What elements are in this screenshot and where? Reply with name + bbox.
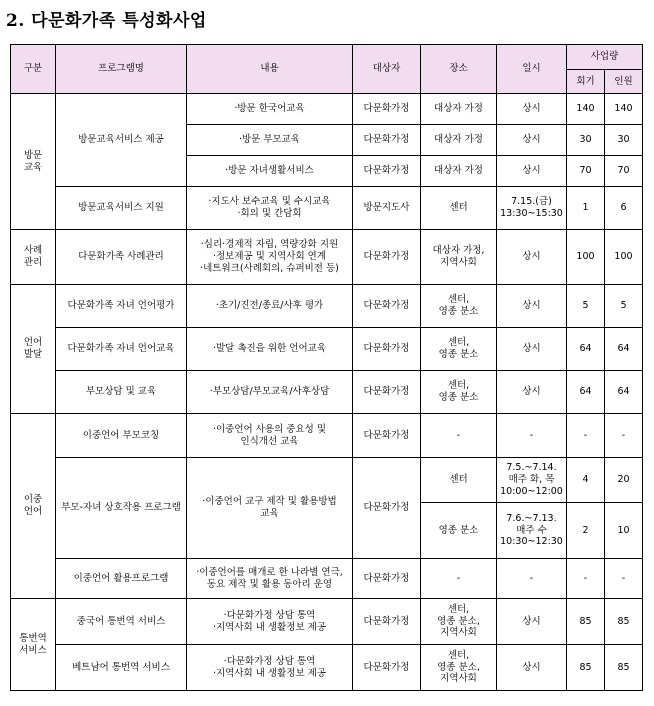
target-cell: 다문화가정 (353, 371, 421, 414)
date-cell: 7.5.~7.14. 매주 화, 목 10:00~12:00 (497, 458, 567, 503)
people-cell: 140 (605, 94, 643, 125)
place-cell: 센터, 영종 분소 (421, 328, 497, 371)
table-row (11, 599, 643, 645)
place-cell: 대상자 가정, 지역사회 (421, 230, 497, 285)
place-cell: 센터 (421, 187, 497, 230)
program-name: 이중언어 활용프로그램 (56, 559, 187, 599)
target-cell: 다문화가정 (353, 328, 421, 371)
content-cell: ·방문 자녀생활서비스 (187, 156, 353, 187)
content-cell: ·이중언어를 매개로 한 나라별 연극, 동요 제작 및 활용 동아리 운영 (187, 559, 353, 599)
program-name: 부모-자녀 상호작용 프로그램 (56, 458, 187, 559)
times-cell: - (567, 414, 605, 458)
times-cell: 5 (567, 285, 605, 328)
times-cell: 85 (567, 599, 605, 645)
people-cell: 100 (605, 230, 643, 285)
target-cell: 다문화가정 (353, 156, 421, 187)
target-cell: 다문화가정 (353, 230, 421, 285)
place-cell: 센터 (421, 458, 497, 503)
table-row (11, 230, 643, 285)
target-cell: 다문화가정 (353, 285, 421, 328)
content-cell: ·초기/진전/종료/사후 평가 (187, 285, 353, 328)
program-name: 다문화가족 사례관리 (56, 230, 187, 285)
people-cell: 70 (605, 156, 643, 187)
people-cell: 30 (605, 125, 643, 156)
table-row (11, 645, 643, 691)
people-cell: - (605, 414, 643, 458)
date-cell: 상시 (497, 599, 567, 645)
header-program: 프로그램명 (56, 45, 187, 94)
program-name: 다문화가족 자녀 언어교육 (56, 328, 187, 371)
date-cell: 상시 (497, 156, 567, 187)
times-cell: 4 (567, 458, 605, 503)
date-cell: 상시 (497, 230, 567, 285)
header-times: 회기 (567, 70, 605, 94)
date-cell: 7.6.~7.13. 매주 수 10:30~12:30 (497, 503, 567, 559)
header-row (11, 45, 643, 70)
category-interp: 통번역 서비스 (11, 599, 56, 691)
category-bilingual: 이중 언어 (11, 414, 56, 599)
times-cell: 85 (567, 645, 605, 691)
place-cell: 센터, 영종 분소 (421, 285, 497, 328)
content-cell: ·발달 촉진을 위한 언어교육 (187, 328, 353, 371)
content-cell: ·이중언어 교구 제작 및 활용방법 교육 (187, 458, 353, 559)
place-cell: 센터, 영종 분소, 지역사회 (421, 645, 497, 691)
content-cell: ·이중언어 사용의 중요성 및 인식개선 교육 (187, 414, 353, 458)
people-cell: 5 (605, 285, 643, 328)
times-cell: 64 (567, 328, 605, 371)
page-title: 2. 다문화가족 특성화사업 (6, 11, 207, 31)
table-row (11, 187, 643, 230)
target-cell: 다문화가정 (353, 458, 421, 559)
date-cell: 상시 (497, 645, 567, 691)
content-cell: ·방문 한국어교육 (187, 94, 353, 125)
date-cell: 7.15.(금) 13:30~15:30 (497, 187, 567, 230)
program-name: 방문교육서비스 지원 (56, 187, 187, 230)
program-name: 베트남어 통번역 서비스 (56, 645, 187, 691)
header-date: 일시 (497, 45, 567, 94)
times-cell: - (567, 559, 605, 599)
header-people: 인원 (605, 70, 643, 94)
header-volume: 사업량 (567, 45, 643, 70)
date-cell: - (497, 559, 567, 599)
program-name: 중국어 통번역 서비스 (56, 599, 187, 645)
place-cell: - (421, 559, 497, 599)
table-row (11, 458, 643, 503)
program-name: 부모상담 및 교육 (56, 371, 187, 414)
target-cell: 다문화가정 (353, 645, 421, 691)
content-cell: ·심리·경제적 자립, 역량강화 지원 ·정보제공 및 지역사회 연계 ·네트워크(사례회의, 슈퍼비전 등) (187, 230, 353, 285)
people-cell: 64 (605, 328, 643, 371)
target-cell: 방문지도사 (353, 187, 421, 230)
times-cell: 70 (567, 156, 605, 187)
table-row (11, 414, 643, 458)
date-cell: 상시 (497, 371, 567, 414)
program-name: 다문화가족 자녀 언어평가 (56, 285, 187, 328)
place-cell: 영종 분소 (421, 503, 497, 559)
table-row (11, 328, 643, 371)
times-cell: 64 (567, 371, 605, 414)
table-row (11, 94, 643, 125)
table-row (11, 371, 643, 414)
date-cell: 상시 (497, 328, 567, 371)
target-cell: 다문화가정 (353, 559, 421, 599)
people-cell: 10 (605, 503, 643, 559)
place-cell: 센터, 영종 분소 (421, 371, 497, 414)
header-content: 내용 (187, 45, 353, 94)
program-name: 이중언어 부모코칭 (56, 414, 187, 458)
times-cell: 30 (567, 125, 605, 156)
content-cell: ·다문화가정 상담 통역 ·지역사회 내 생활정보 제공 (187, 599, 353, 645)
times-cell: 140 (567, 94, 605, 125)
category-case: 사례 관리 (11, 230, 56, 285)
people-cell: 64 (605, 371, 643, 414)
header-target: 대상자 (353, 45, 421, 94)
target-cell: 다문화가정 (353, 599, 421, 645)
times-cell: 1 (567, 187, 605, 230)
program-table (10, 44, 643, 691)
target-cell: 다문화가정 (353, 94, 421, 125)
table-row (11, 285, 643, 328)
place-cell: 대상자 가정 (421, 125, 497, 156)
content-cell: ·부모상담/부모교육/사후상담 (187, 371, 353, 414)
place-cell: 대상자 가정 (421, 94, 497, 125)
header-category: 구분 (11, 45, 56, 94)
header-place: 장소 (421, 45, 497, 94)
table-row (11, 559, 643, 599)
times-cell: 2 (567, 503, 605, 559)
content-cell: ·다문화가정 상담 통역 ·지역사회 내 생활정보 제공 (187, 645, 353, 691)
date-cell: 상시 (497, 94, 567, 125)
category-lang: 언어 발달 (11, 285, 56, 414)
date-cell: 상시 (497, 125, 567, 156)
people-cell: 20 (605, 458, 643, 503)
content-cell: ·지도사 보수교육 및 수시교육 ·회의 및 간담회 (187, 187, 353, 230)
people-cell: 85 (605, 599, 643, 645)
target-cell: 다문화가정 (353, 125, 421, 156)
people-cell: 85 (605, 645, 643, 691)
date-cell: - (497, 414, 567, 458)
place-cell: 대상자 가정 (421, 156, 497, 187)
target-cell: 다문화가정 (353, 414, 421, 458)
date-cell: 상시 (497, 285, 567, 328)
place-cell: - (421, 414, 497, 458)
content-cell: ·방문 부모교육 (187, 125, 353, 156)
program-name: 방문교육서비스 제공 (56, 94, 187, 187)
people-cell: - (605, 559, 643, 599)
place-cell: 센터, 영종 분소, 지역사회 (421, 599, 497, 645)
category-visit: 방문 교육 (11, 94, 56, 230)
times-cell: 100 (567, 230, 605, 285)
people-cell: 6 (605, 187, 643, 230)
